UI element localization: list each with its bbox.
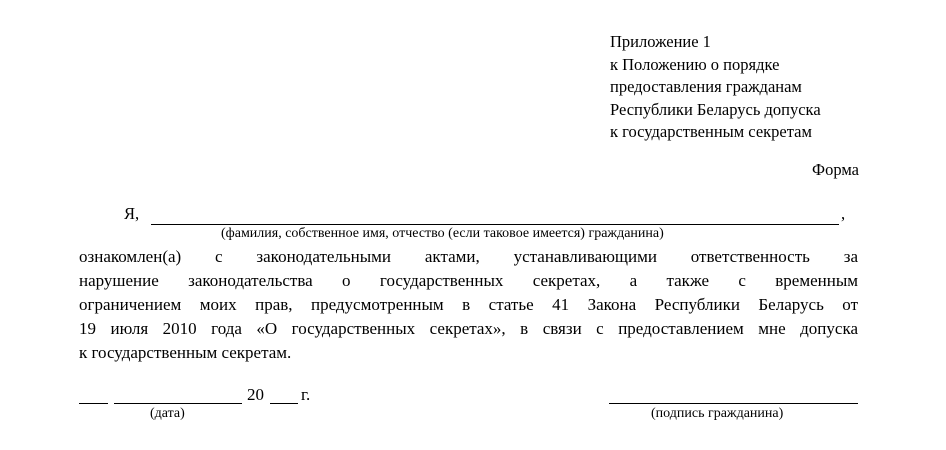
- paragraph-line: нарушение законодательства о государственных секретах, а также с временным: [79, 271, 858, 290]
- appendix-line: к государственным секретам: [610, 122, 812, 141]
- acknowledgement-paragraph: [79, 245, 858, 365]
- signature-caption: (подпись гражданина): [651, 406, 784, 421]
- date-year-prefix: 20: [247, 385, 264, 404]
- paragraph-line: 19 июля 2010 года «О государственных секретах», в связи с предоставлением мне допуска: [79, 319, 858, 338]
- name-caption: (фамилия, собственное имя, отчество (если таковое имеется) гражданина): [221, 226, 664, 241]
- paragraph-line: к государственным секретам.: [79, 343, 292, 362]
- name-suffix: ,: [841, 204, 846, 223]
- appendix-line: предоставления гражданам: [610, 77, 802, 96]
- date-suffix: г.: [301, 385, 311, 404]
- appendix-line: Республики Беларусь допуска: [610, 99, 821, 119]
- paragraph-line: ограничением моих прав, предусмотренным в статье 41 Закона Республики Беларусь от: [79, 295, 858, 314]
- signature-blank-line: [609, 403, 858, 404]
- date-day-blank: [79, 403, 108, 404]
- date-year-blank: [270, 403, 298, 404]
- appendix-line: к Положению о порядке: [610, 54, 780, 74]
- name-blank-line: [151, 224, 839, 225]
- name-prefix: Я,: [124, 204, 140, 223]
- paragraph-line: ознакомлен(а) с законодательными актами, устанавливающими ответственность за: [79, 247, 858, 266]
- form-label: Форма: [812, 160, 859, 179]
- appendix-line: Приложение 1: [610, 32, 711, 51]
- appendix-header: [610, 31, 821, 144]
- date-caption: (дата): [150, 406, 185, 421]
- date-month-blank: [114, 403, 242, 404]
